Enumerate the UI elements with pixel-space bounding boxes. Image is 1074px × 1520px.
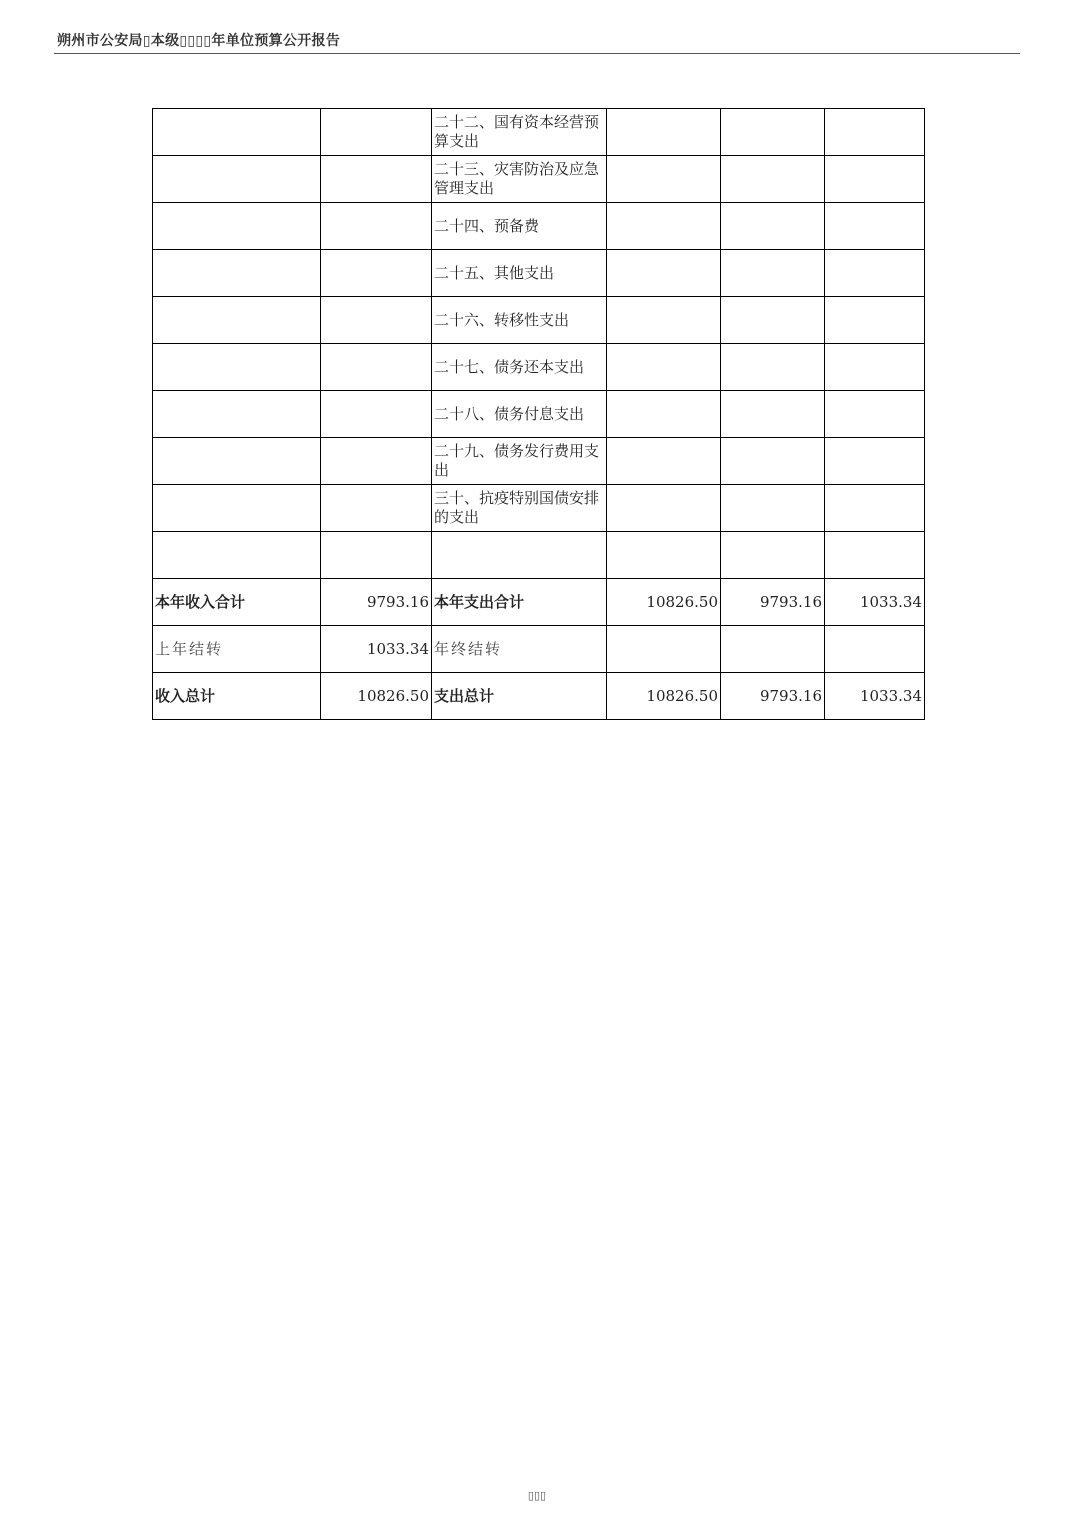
income-item-cell bbox=[153, 438, 321, 485]
expense-general-cell bbox=[721, 297, 825, 344]
table-row bbox=[153, 250, 925, 297]
year-end-carryover-total bbox=[607, 626, 721, 673]
income-amount-cell bbox=[321, 532, 432, 579]
expense-general-cell bbox=[721, 344, 825, 391]
expense-grand-total-label: 支出总计 bbox=[432, 673, 607, 720]
year-end-carryover-general bbox=[721, 626, 825, 673]
income-amount-cell bbox=[321, 297, 432, 344]
expense-general-cell bbox=[721, 391, 825, 438]
income-amount-cell bbox=[321, 391, 432, 438]
expense-general-cell bbox=[721, 250, 825, 297]
expense-item-cell bbox=[432, 532, 607, 579]
expense-item-cell: 二十五、其他支出 bbox=[432, 250, 607, 297]
budget-table bbox=[152, 108, 925, 720]
expense-general-cell bbox=[721, 532, 825, 579]
income-total-label: 本年收入合计 bbox=[153, 579, 321, 626]
income-grand-total-amount: 10826.50 bbox=[321, 673, 432, 720]
income-item-cell bbox=[153, 203, 321, 250]
income-item-cell bbox=[153, 109, 321, 156]
income-item-cell bbox=[153, 297, 321, 344]
expense-other-cell bbox=[825, 485, 925, 532]
income-item-cell bbox=[153, 391, 321, 438]
income-item-cell bbox=[153, 250, 321, 297]
table-row bbox=[153, 344, 925, 391]
table-row bbox=[153, 438, 925, 485]
table-row bbox=[153, 203, 925, 250]
year-total-row bbox=[153, 579, 925, 626]
income-amount-cell bbox=[321, 344, 432, 391]
expense-general-amount: 9793.16 bbox=[721, 579, 825, 626]
table-row bbox=[153, 297, 925, 344]
income-item-cell bbox=[153, 485, 321, 532]
income-grand-total-label: 收入总计 bbox=[153, 673, 321, 720]
expense-total-amount: 10826.50 bbox=[607, 579, 721, 626]
income-amount-cell bbox=[321, 203, 432, 250]
expense-grand-total-amount: 10826.50 bbox=[607, 673, 721, 720]
carryover-row bbox=[153, 626, 925, 673]
report-header-title: 朔州市公安局▯本级▯▯▯▯年单位预算公开报告 bbox=[57, 33, 341, 49]
expense-total-label: 本年支出合计 bbox=[432, 579, 607, 626]
expense-general-cell bbox=[721, 485, 825, 532]
income-amount-cell bbox=[321, 438, 432, 485]
expense-total-cell bbox=[607, 203, 721, 250]
prior-year-carryover-label: 上年结转 bbox=[153, 626, 321, 673]
expense-total-cell bbox=[607, 532, 721, 579]
expense-total-cell bbox=[607, 297, 721, 344]
expense-total-cell bbox=[607, 156, 721, 203]
expense-item-cell: 二十七、债务还本支出 bbox=[432, 344, 607, 391]
expense-total-cell bbox=[607, 438, 721, 485]
expense-other-cell bbox=[825, 391, 925, 438]
table-row bbox=[153, 156, 925, 203]
grand-total-row bbox=[153, 673, 925, 720]
income-amount-cell bbox=[321, 156, 432, 203]
expense-item-cell: 三十、抗疫特别国债安排的支出 bbox=[432, 485, 607, 532]
table-row bbox=[153, 485, 925, 532]
expense-item-cell: 二十八、债务付息支出 bbox=[432, 391, 607, 438]
table-row bbox=[153, 391, 925, 438]
header-divider bbox=[54, 53, 1020, 54]
expense-item-cell: 二十四、预备费 bbox=[432, 203, 607, 250]
income-amount-cell bbox=[321, 250, 432, 297]
expense-item-cell: 二十二、国有资本经营预算支出 bbox=[432, 109, 607, 156]
expense-other-cell bbox=[825, 203, 925, 250]
expense-total-cell bbox=[607, 485, 721, 532]
expense-other-cell bbox=[825, 532, 925, 579]
expense-general-cell bbox=[721, 438, 825, 485]
expense-item-cell: 二十三、灾害防治及应急管理支出 bbox=[432, 156, 607, 203]
expense-general-cell bbox=[721, 156, 825, 203]
income-item-cell bbox=[153, 532, 321, 579]
expense-other-cell bbox=[825, 344, 925, 391]
table-row bbox=[153, 109, 925, 156]
expense-total-cell bbox=[607, 344, 721, 391]
expense-other-cell bbox=[825, 438, 925, 485]
expense-other-amount: 1033.34 bbox=[825, 579, 925, 626]
expense-general-cell bbox=[721, 203, 825, 250]
income-item-cell bbox=[153, 156, 321, 203]
income-amount-cell bbox=[321, 485, 432, 532]
income-item-cell bbox=[153, 344, 321, 391]
year-end-carryover-other bbox=[825, 626, 925, 673]
expense-total-cell bbox=[607, 250, 721, 297]
page-number: ▯▯▯ bbox=[527, 1489, 547, 1502]
prior-year-carryover-amount: 1033.34 bbox=[321, 626, 432, 673]
expense-item-cell: 二十六、转移性支出 bbox=[432, 297, 607, 344]
expense-grand-general-amount: 9793.16 bbox=[721, 673, 825, 720]
income-amount-cell bbox=[321, 109, 432, 156]
table-row bbox=[153, 532, 925, 579]
year-end-carryover-label: 年终结转 bbox=[432, 626, 607, 673]
expense-other-cell bbox=[825, 250, 925, 297]
expense-item-cell: 二十九、债务发行费用支出 bbox=[432, 438, 607, 485]
expense-other-cell bbox=[825, 297, 925, 344]
income-total-amount: 9793.16 bbox=[321, 579, 432, 626]
expense-general-cell bbox=[721, 109, 825, 156]
expense-grand-other-amount: 1033.34 bbox=[825, 673, 925, 720]
expense-other-cell bbox=[825, 109, 925, 156]
expense-other-cell bbox=[825, 156, 925, 203]
expense-total-cell bbox=[607, 109, 721, 156]
expense-total-cell bbox=[607, 391, 721, 438]
